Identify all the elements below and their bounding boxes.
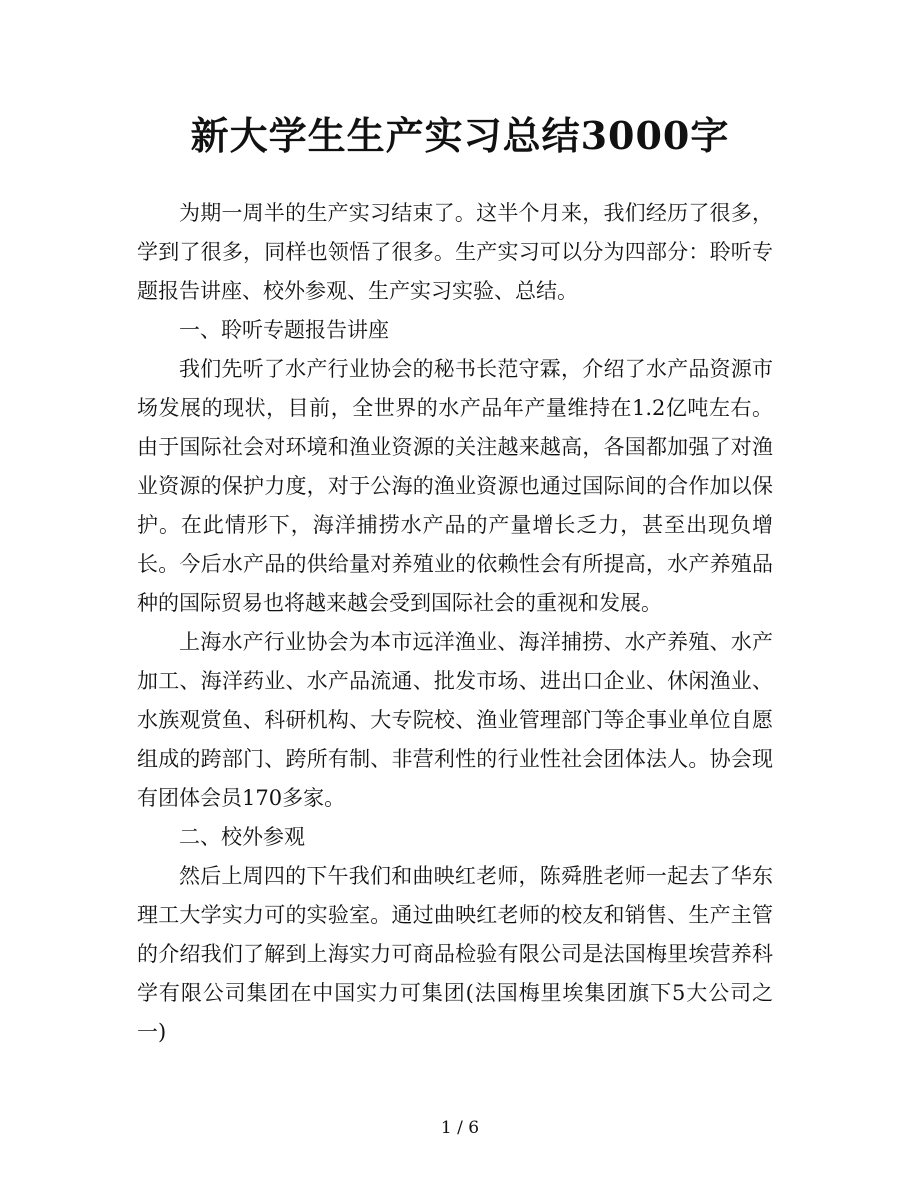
paragraph-association: 上海水产行业协会为本市远洋渔业、海洋捕捞、水产养殖、水产加工、海洋药业、水产品流通、批发市场、进出口企业、休闲渔业、水族观赏鱼、科研机构、大专院校、渔业管理部门等企事业单位自愿组成的跨部门、跨所有制、非营利性的行业性社会团体法人。协会现有团体会员170多家。 (137, 630, 773, 810)
document-title: 新大学生生产实习总结3000字 (190, 113, 730, 158)
section-heading-visit: 二、校外参观 (179, 825, 305, 849)
document-body (137, 194, 773, 1052)
paragraph-visit: 然后上周四的下午我们和曲映红老师，陈舜胜老师一起去了华东理工大学实力可的实验室。通过曲映红老师的校友和销售、生产主管的介绍我们了解到上海实力可商品检验有限公司是法国梅里埃营养科学有限公司集团在中国实力可集团(法国梅里埃集团旗下5大公司之一) (137, 864, 773, 1044)
paragraph-intro: 为期一周半的生产实习结束了。这半个月来，我们经历了很多，学到了很多，同样也领悟了很多。生产实习可以分为四部分：聆听专题报告讲座、校外参观、生产实习实验、总结。 (137, 201, 773, 303)
section-heading-lectures: 一、聆听专题报告讲座 (179, 318, 389, 342)
page-number: 1 / 6 (440, 1118, 480, 1138)
paragraph-lecture-content: 我们先听了水产行业协会的秘书长范守霖，介绍了水产品资源市场发展的现状，目前，全世界的水产品年产量维持在1.2亿吨左右。由于国际社会对环境和渔业资源的关注越来越高，各国都加强了对渔业资源的保护力度，对于公海的渔业资源也通过国际间的合作加以保护。在此情形下，海洋捕捞水产品的产量增长乏力，甚至出现负增长。今后水产品的供给量对养殖业的依赖性会有所提高，水产养殖品种的国际贸易也将越来越会受到国际社会的重视和发展。 (137, 357, 773, 615)
